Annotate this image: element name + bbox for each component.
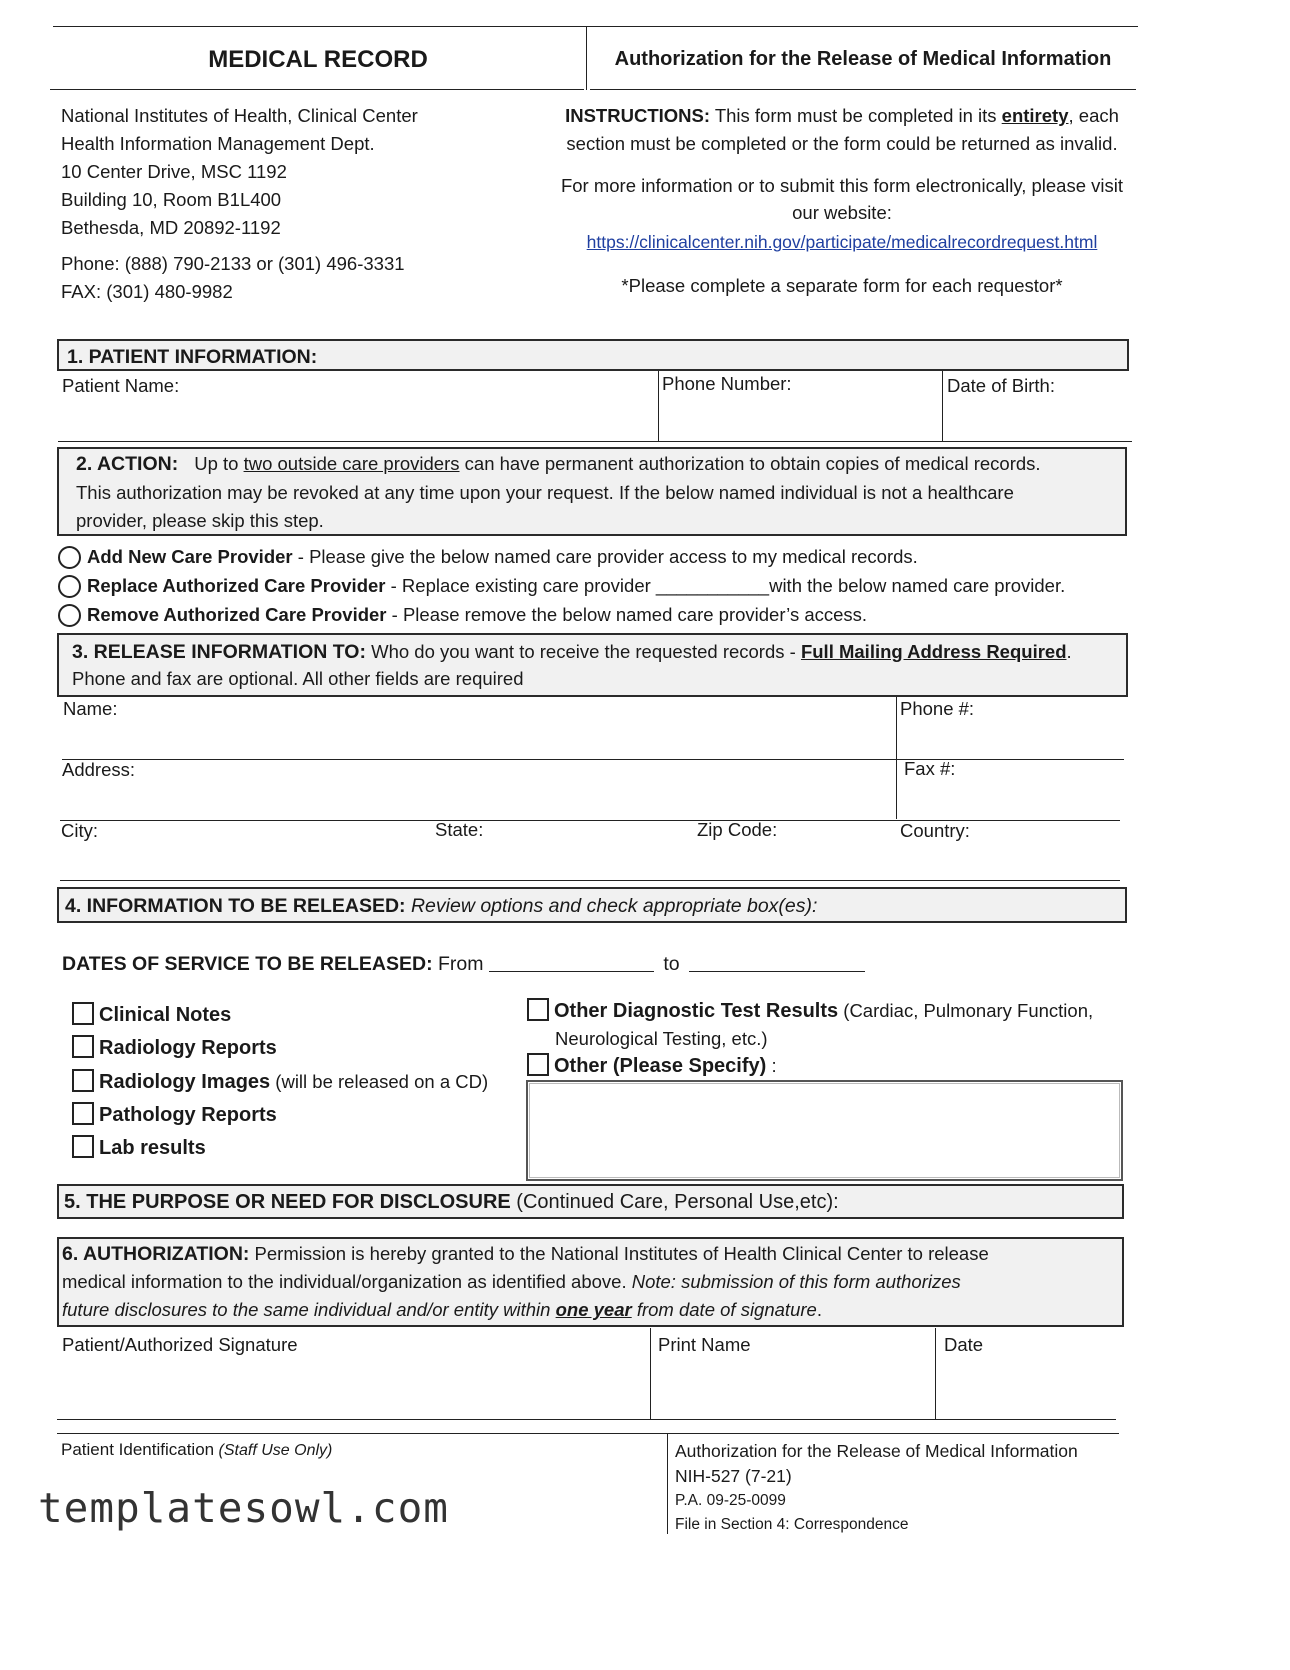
recipient-country-field[interactable]: Country: <box>900 820 970 841</box>
option-add-provider[interactable] <box>58 543 1065 572</box>
section-3-text <box>72 638 1072 693</box>
checkbox-icon[interactable] <box>72 1102 94 1125</box>
recipient-state-field[interactable]: State: <box>435 819 484 840</box>
instructions-text-b: , each section must be completed or the form could be returned as invalid. <box>566 105 1119 154</box>
clinic-phone: Phone: (888) 790-2133 or (301) 496-3331 <box>61 253 405 274</box>
radio-icon[interactable] <box>58 604 81 627</box>
watermark: templatesowl.com <box>38 1484 449 1532</box>
section-2-line: provider, please skip this step. <box>76 510 324 531</box>
checkbox-label: Other Diagnostic Test Results <box>554 1000 839 1022</box>
option-description: - Replace existing care provider ___________with the below named care provider. <box>385 575 1066 596</box>
phone-number-field[interactable]: Phone Number: <box>662 373 792 394</box>
address-line: Bethesda, MD 20892-1192 <box>61 217 281 238</box>
checkbox-label: Radiology Reports <box>99 1037 277 1059</box>
separate-form-note: *Please complete a separate form for each requestor* <box>621 275 1063 296</box>
checkbox-note: (Cardiac, Pulmonary Function, <box>838 1000 1094 1021</box>
instructions-text-a: This form must be completed in its <box>710 105 1002 126</box>
section-3-header <box>57 633 1128 697</box>
section-2-text-a: Up to <box>194 453 244 474</box>
section-2-text-b: can have permanent authorization to obtain copies of medical records. <box>459 453 1041 474</box>
section-3-line: Phone and fax are optional. All other fields are required <box>72 668 524 689</box>
recipient-zip-field[interactable]: Zip Code: <box>697 819 778 840</box>
dates-to-label: to <box>657 953 686 975</box>
date-to-input[interactable] <box>689 953 865 972</box>
checkbox-label: Other (Please Specify) <box>554 1055 767 1077</box>
radio-icon[interactable] <box>58 546 81 569</box>
option-label: Remove Authorized Care Provider <box>87 604 387 625</box>
checkbox-pathology-reports[interactable] <box>72 1099 488 1132</box>
dates-of-service <box>62 950 865 978</box>
section-3-required: Full Mailing Address Required <box>800 641 1067 662</box>
date-from-input[interactable] <box>489 953 654 972</box>
recipient-address-field[interactable]: Address: <box>62 759 136 780</box>
checkbox-label: Clinical Notes <box>99 1004 232 1026</box>
other-specify-textbox[interactable] <box>526 1080 1123 1181</box>
section-6-header <box>57 1237 1124 1327</box>
patient-id-label: Patient Identification <box>61 1440 215 1459</box>
section-4-title: 4. INFORMATION TO BE RELEASED: <box>65 895 406 917</box>
section-6-line2a: medical information to the individual/organization as identified above. <box>62 1271 632 1292</box>
option-description: - Please remove the below named care provider’s access. <box>386 604 868 625</box>
dates-from-label: From <box>432 953 489 975</box>
action-options <box>58 543 1065 630</box>
option-replace-provider[interactable] <box>58 572 1065 601</box>
option-description: - Please give the below named care provider access to my medical records. <box>292 546 918 567</box>
release-options-left <box>72 999 488 1165</box>
checkbox-icon[interactable] <box>72 1002 94 1025</box>
checkbox-icon[interactable] <box>72 1135 94 1158</box>
section-2-line: This authorization may be revoked at any time upon your request. If the below named individual is not a healthcare <box>76 482 1014 503</box>
checkbox-radiology-reports[interactable] <box>72 1032 488 1065</box>
print-name-field[interactable]: Print Name <box>658 1334 751 1355</box>
checkbox-icon[interactable] <box>527 1053 549 1076</box>
section-2-title: 2. ACTION: <box>76 453 179 475</box>
checkbox-label: Radiology Images <box>99 1071 271 1093</box>
section-5-note: (Continued Care, Personal Use,etc): <box>510 1191 839 1213</box>
checkbox-lab-results[interactable] <box>72 1132 488 1165</box>
footer-file-note: File in Section 4: Correspondence <box>675 1516 909 1533</box>
footer-pa-number: P.A. 09-25-0099 <box>675 1492 786 1509</box>
more-info-text: For more information or to submit this form electronically, please visit our website: <box>560 175 1124 223</box>
website-link[interactable]: https://clinicalcenter.nih.gov/participate/medicalrecordrequest.html <box>586 232 1098 252</box>
section-3-text-a: Who do you want to receive the requested records - <box>365 641 801 662</box>
recipient-city-field[interactable]: City: <box>61 820 98 841</box>
clinic-fax: FAX: (301) 480-9982 <box>61 281 233 302</box>
checkbox-label: Lab results <box>99 1137 206 1159</box>
release-options-right <box>527 997 1093 1080</box>
radio-icon[interactable] <box>58 575 81 598</box>
form-header-subtitle: Authorization for the Release of Medical Information <box>614 48 1112 70</box>
section-2-emphasis: two outside care providers <box>243 453 460 474</box>
option-remove-provider[interactable] <box>58 601 1065 630</box>
section-6-title: 6. AUTHORIZATION: <box>62 1243 250 1265</box>
section-6-text-a: Permission is hereby granted to the National Institutes of Health Clinical Center to release <box>249 1243 989 1264</box>
section-6-line3a: future disclosures to the same individual and/or entity within <box>62 1299 556 1320</box>
option-label: Add New Care Provider <box>87 546 293 567</box>
form-footer-info <box>675 1438 1078 1537</box>
checkbox-label: Pathology Reports <box>99 1104 277 1126</box>
section-4-header <box>57 887 1127 923</box>
section-6-line3d: . <box>816 1299 822 1320</box>
section-4-subtitle: Review options and check appropriate box(es): <box>405 895 818 917</box>
section-3-title: 3. RELEASE INFORMATION TO: <box>72 641 366 663</box>
checkbox-icon[interactable] <box>527 998 549 1021</box>
checkbox-icon[interactable] <box>72 1035 94 1058</box>
address-line: National Institutes of Health, Clinical Center <box>61 105 418 126</box>
address-line: Health Information Management Dept. <box>61 133 375 154</box>
instructions-text <box>548 102 1136 158</box>
instructions-emphasis: entirety <box>1001 105 1069 126</box>
footer-form-number: NIH-527 (7-21) <box>675 1466 792 1486</box>
checkbox-note-continued: Neurological Testing, etc.) <box>555 1028 768 1049</box>
section-3-text-b: . <box>1066 641 1072 662</box>
checkbox-note: (will be released on a CD) <box>270 1071 489 1092</box>
footer-form-title: Authorization for the Release of Medical Information <box>675 1441 1078 1461</box>
section-2-header <box>57 447 1127 536</box>
date-field[interactable]: Date <box>944 1334 984 1355</box>
section-6-line3c: from date of signature <box>631 1299 817 1320</box>
signature-field[interactable]: Patient/Authorized Signature <box>62 1334 298 1355</box>
recipient-name-field[interactable]: Name: <box>63 698 118 719</box>
form-header-title: MEDICAL RECORD <box>208 46 428 73</box>
recipient-phone-field[interactable]: Phone #: <box>900 698 975 719</box>
section-5-header <box>57 1184 1124 1219</box>
staff-only-note: (Staff Use Only) <box>214 1442 333 1459</box>
address-line: Building 10, Room B1L400 <box>61 189 282 210</box>
date-of-birth-field[interactable]: Date of Birth: <box>947 375 1055 396</box>
checkbox-other-diagnostic[interactable] <box>527 997 1093 1025</box>
clinic-address <box>61 102 418 306</box>
section-6-line2b: Note: submission of this form authorizes <box>631 1271 961 1292</box>
section-6-one-year: one year <box>555 1299 632 1320</box>
recipient-fax-field[interactable]: Fax #: <box>904 758 956 779</box>
section-1-header <box>57 339 1129 371</box>
section-4-text <box>65 892 817 920</box>
patient-identification <box>61 1438 332 1463</box>
section-6-text <box>62 1240 989 1324</box>
instructions-label: INSTRUCTIONS: <box>565 105 711 126</box>
address-line: 10 Center Drive, MSC 1192 <box>61 161 287 182</box>
checkbox-icon[interactable] <box>72 1069 94 1092</box>
section-5-title: 5. THE PURPOSE OR NEED FOR DISCLOSURE <box>64 1191 511 1213</box>
checkbox-clinical-notes[interactable] <box>72 999 488 1032</box>
dates-label: DATES OF SERVICE TO BE RELEASED: <box>62 953 433 975</box>
section-1-title: 1. PATIENT INFORMATION: <box>67 346 318 368</box>
checkbox-radiology-images[interactable] <box>72 1065 488 1099</box>
checkbox-colon: : <box>766 1055 777 1076</box>
checkbox-other-specify[interactable] <box>527 1052 1093 1080</box>
section-2-text <box>76 450 1136 535</box>
option-label: Replace Authorized Care Provider <box>87 575 386 596</box>
section-5-text <box>64 1188 839 1216</box>
patient-name-field[interactable]: Patient Name: <box>62 375 180 396</box>
instructions <box>548 102 1136 300</box>
